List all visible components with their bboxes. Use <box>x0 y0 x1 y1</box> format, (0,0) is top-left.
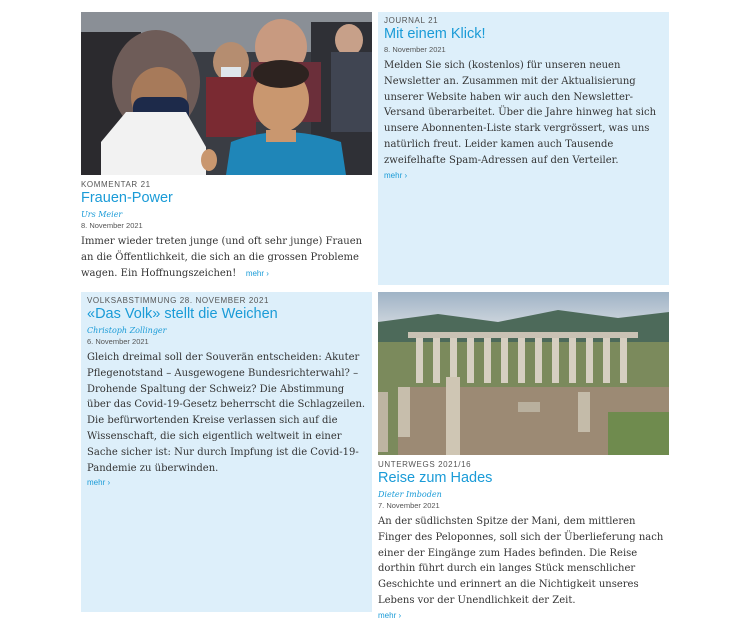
article-photo-crowd[interactable] <box>81 12 372 175</box>
article-teaser-text: Immer wieder treten junge (und oft sehr junge) Frauen an die Öffentlichkeit, die sich an die grossen Probleme wagen. Ein Hoffnungszeichen! <box>81 236 363 279</box>
article-teaser: Gleich dreimal soll der Souverän entscheiden: Akuter Pflegenotstand – Ausgewogene Bundesrichterwahl? – Drohende Spaltung der Schweiz? Die Abstimmung über das Covid-19-Gesetz beherrscht die Schlagzeilen. Die befürwortenden Kreise verlassen sich auf die Wissenschaft, die sich eigentlich weltweit in einer Sache sicher ist: Nur durch Impfung ist die Covid-19-Pandemie zu überwinden. <box>87 352 366 474</box>
article-teaser: Melden Sie sich (kostenlos) für unseren neuen Newsletter an. Zusammen mit der Aktualisierung unserer Website haben wir auch den Newsletter-Versand überarbeitet. Über die Jahre hinweg hat sich unsere Abonnenten-Liste stark vergrössert, was uns natürlich freut. Leider kamen auch Tausende zweifelhafte Spam-Adressen auf den Verteiler. <box>384 60 657 166</box>
more-link[interactable]: mehr › <box>384 170 408 180</box>
article-date: 6. November 2021 <box>87 337 149 346</box>
article-date: 8. November 2021 <box>81 221 143 230</box>
article-kicker: UNTERWEGS 2021/16 <box>378 460 472 469</box>
article-card-frauen-power[interactable] <box>81 12 372 282</box>
article-author[interactable]: Urs Meier <box>81 210 123 219</box>
article-kicker: VOLKSABSTIMMUNG 28. NOVEMBER 2021 <box>87 296 270 305</box>
article-teaser <box>81 234 372 281</box>
article-kicker: JOURNAL 21 <box>384 16 439 25</box>
article-title[interactable]: Mit einem Klick! <box>384 26 486 42</box>
article-title[interactable]: Reise zum Hades <box>378 470 493 486</box>
article-kicker: KOMMENTAR 21 <box>81 180 151 189</box>
article-photo-ruins[interactable] <box>378 292 669 455</box>
article-card-mit-einem-klick[interactable] <box>378 12 669 285</box>
more-link[interactable]: mehr › <box>378 610 402 620</box>
more-link[interactable]: mehr › <box>245 268 269 278</box>
article-card-reise-zum-hades[interactable] <box>378 292 669 620</box>
article-title[interactable]: «Das Volk» stellt die Weichen <box>87 306 278 322</box>
article-teaser: An der südlichsten Spitze der Mani, dem mittleren Finger des Peloponnes, soll sich der Überlieferung nach einer der Eingänge zum Hades befinden. Die Reise dorthin führt durch ein langes Stück menschlicher Geschichte und erinnert an die Nichtigkeit unseres Lebens vor der Unendlichkeit der Zeit. <box>378 516 664 606</box>
article-card-das-volk[interactable] <box>81 292 372 612</box>
article-author[interactable]: Dieter Imboden <box>378 490 442 499</box>
article-date: 7. November 2021 <box>378 501 440 510</box>
article-title[interactable]: Frauen-Power <box>81 190 173 206</box>
article-author[interactable]: Christoph Zollinger <box>87 326 167 335</box>
more-link[interactable]: mehr › <box>87 478 111 488</box>
article-date: 8. November 2021 <box>384 45 446 54</box>
